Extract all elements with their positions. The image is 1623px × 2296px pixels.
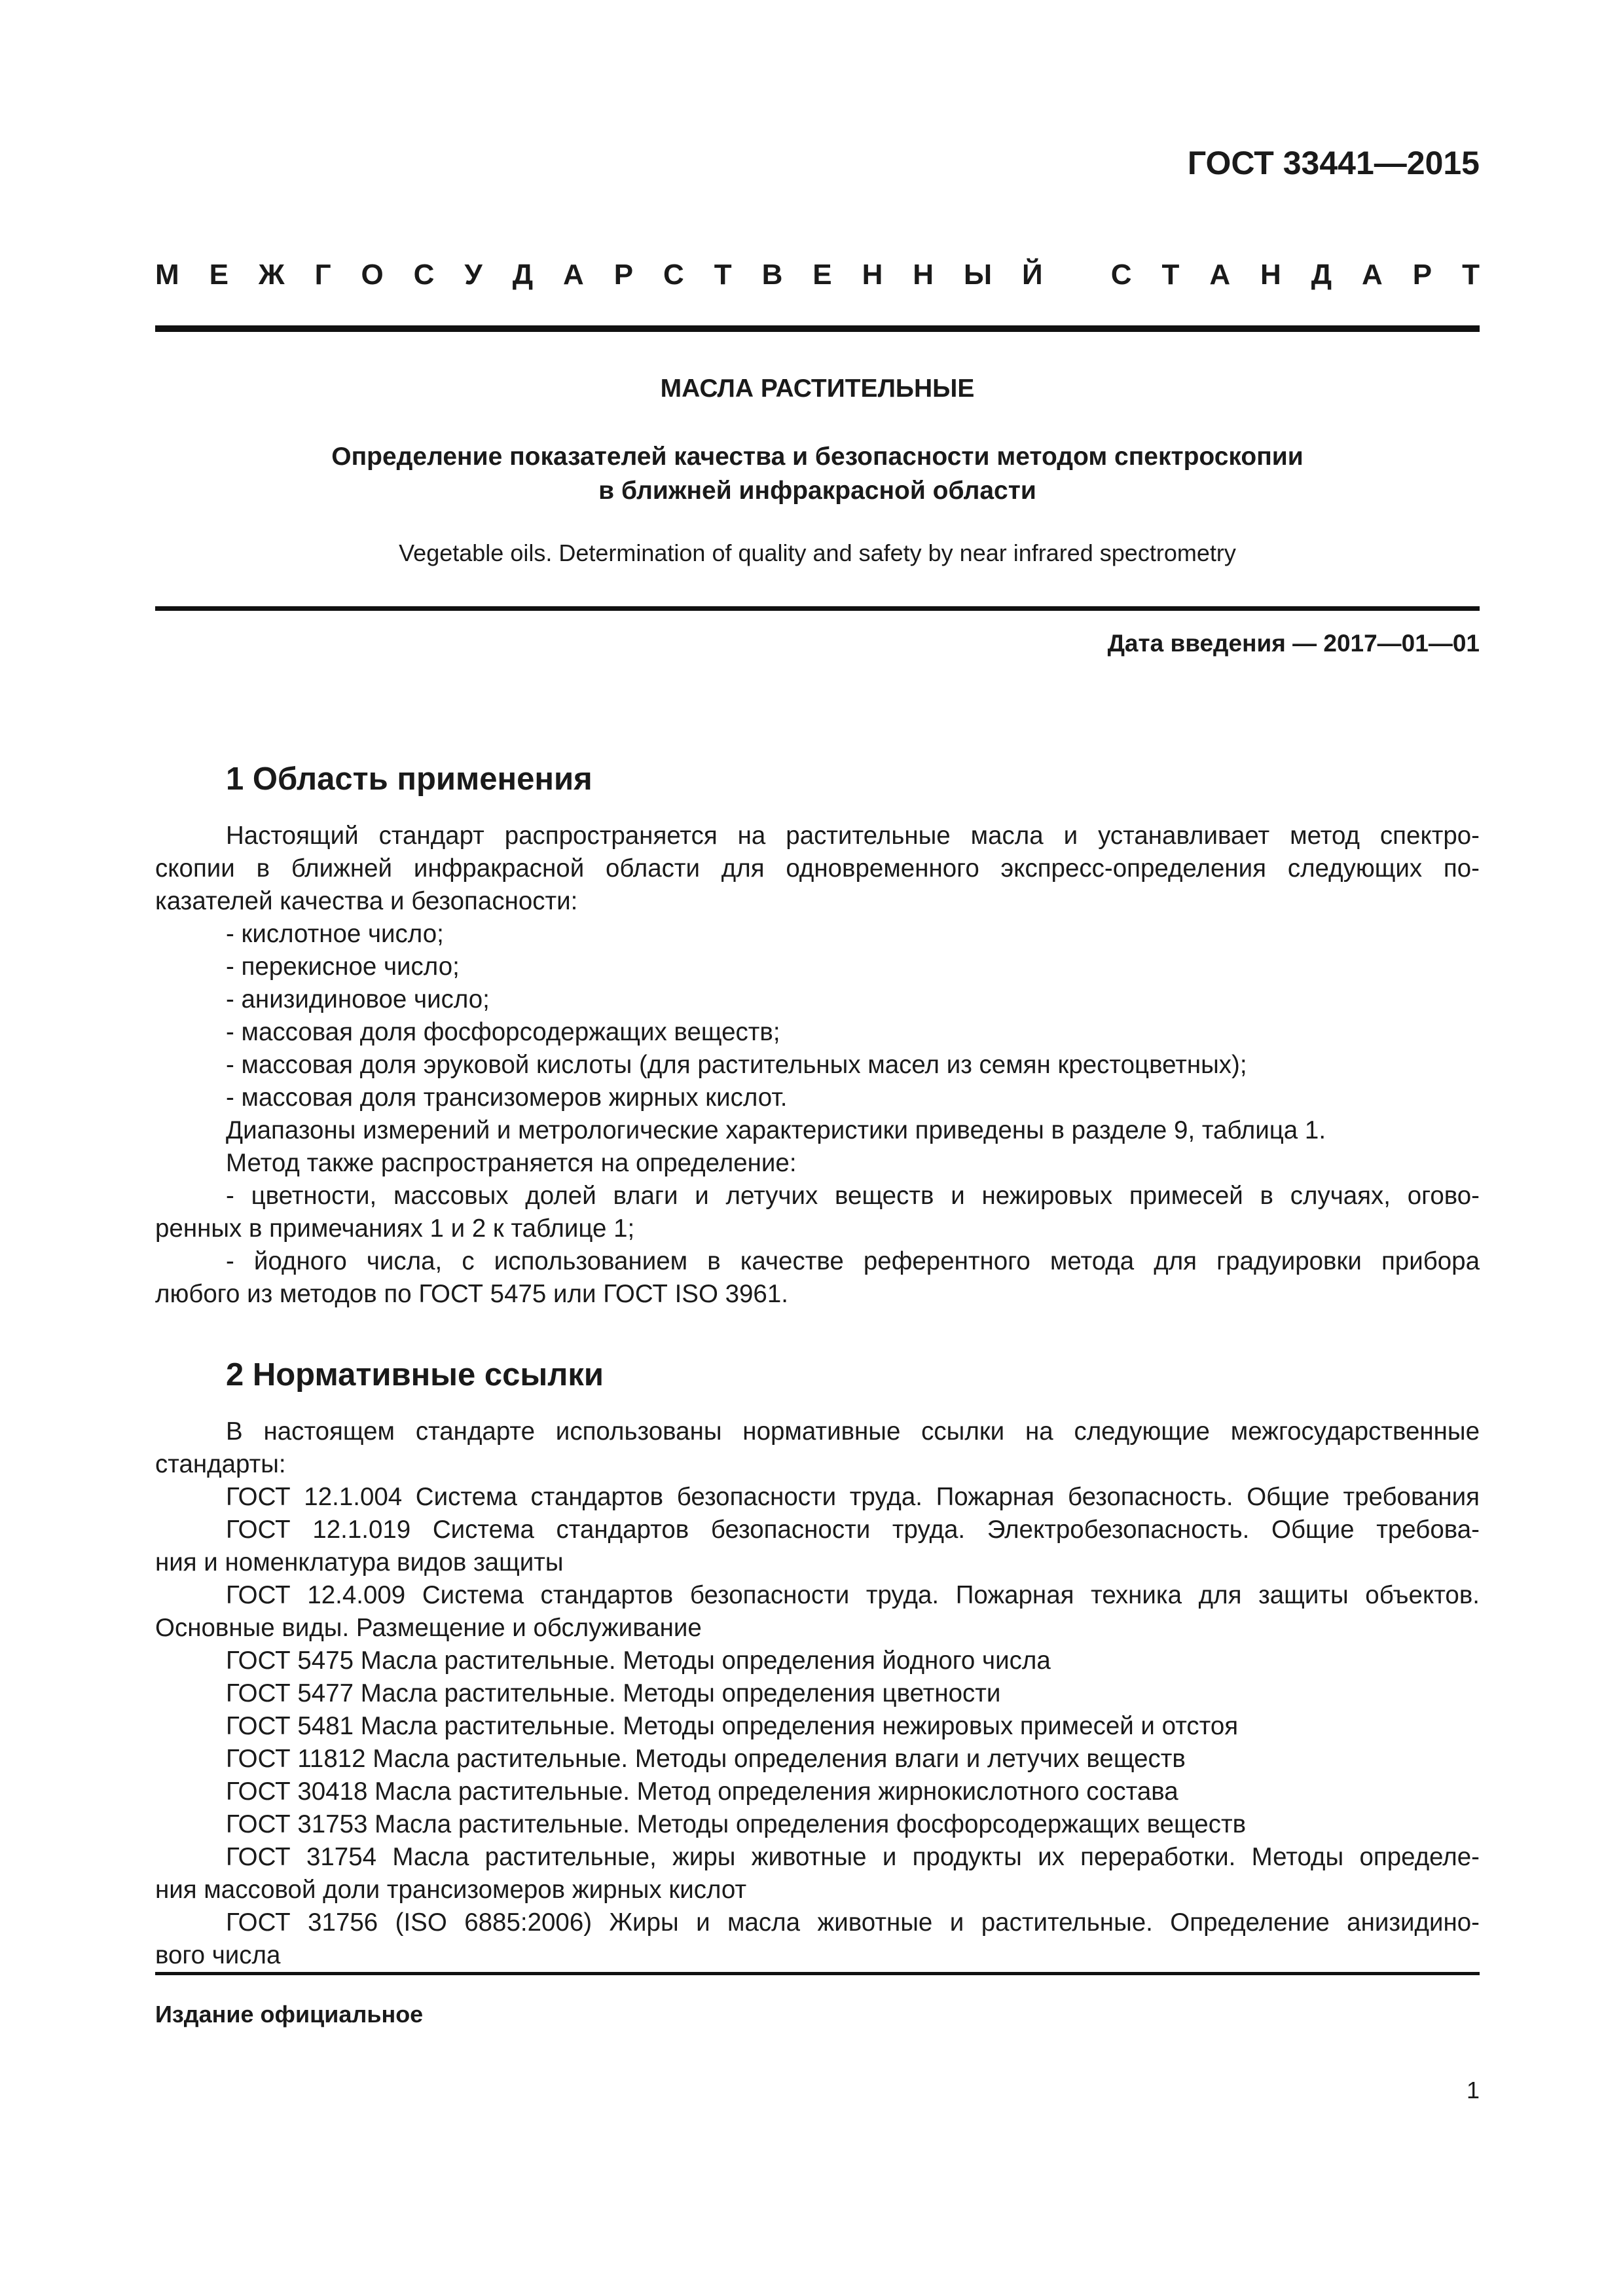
- banner-letter: Г: [314, 259, 331, 291]
- banner-letter: М: [155, 259, 179, 291]
- text-line: ния и номенклатура видов защиты: [155, 1548, 564, 1576]
- text-line: ГОСТ 12.4.009 Система стандартов безопасности труда. Пожарная техника для защиты объектов.: [226, 1581, 1480, 1609]
- text-line: ГОСТ 31756 (ISO 6885:2006) Жиры и масла животные и растительные. Определение анизидино-: [226, 1908, 1480, 1937]
- banner-letter: Р: [613, 259, 634, 291]
- section-1-body: [155, 820, 1480, 1311]
- banner-letter: [1073, 259, 1081, 298]
- interstate-standard-banner: [155, 259, 1480, 298]
- banner-letter: Н: [913, 259, 934, 291]
- text-line: ГОСТ 5481 Масла растительные. Методы определения нежировых примесей и отстоя: [226, 1712, 1239, 1740]
- header-rule: [155, 325, 1480, 332]
- text-line: вого числа: [155, 1941, 281, 1969]
- text-line: В настоящем стандарте использованы нормативные ссылки на следующие межгосударственные: [226, 1417, 1480, 1446]
- text-line: скопии в ближней инфракрасной области для одновременного экспресс-определения следующих по-: [155, 854, 1480, 883]
- text-line: - массовая доля фосфорсодержащих веществ;: [226, 1018, 780, 1046]
- text-line: Основные виды. Размещение и обслуживание: [155, 1614, 702, 1642]
- text-line: ГОСТ 31754 Масла растительные, жиры животные и продукты их переработки. Методы определе-: [226, 1843, 1480, 1871]
- text-line: - массовая доля эруковой кислоты (для растительных масел из семян крестоцветных);: [226, 1051, 1247, 1079]
- banner-letter: А: [563, 259, 584, 291]
- banner-letter: О: [361, 259, 384, 291]
- banner-letter: Р: [1412, 259, 1432, 291]
- section-1-heading: 1 Область применения: [226, 761, 593, 797]
- banner-letter: Й: [1022, 259, 1043, 291]
- banner-letter: Е: [812, 259, 832, 291]
- text-line: - цветности, массовых долей влаги и летучих веществ и нежировых примесей в случаях, огово-: [226, 1182, 1480, 1210]
- text-line: ГОСТ 30418 Масла растительные. Метод определения жирнокислотного состава: [226, 1777, 1178, 1806]
- page-number: 1: [1466, 2077, 1480, 2104]
- banner-letter: Е: [209, 259, 228, 291]
- banner-letter: Н: [1260, 259, 1281, 291]
- text-line: ГОСТ 12.1.004 Система стандартов безопасности труда. Пожарная безопасность. Общие требования: [226, 1483, 1480, 1511]
- text-line: - перекисное число;: [226, 953, 460, 981]
- text-line: любого из методов по ГОСТ 5475 или ГОСТ ISO 3961.: [155, 1280, 788, 1308]
- title-subtitle-line: в ближней инфракрасной области: [598, 477, 1036, 505]
- banner-letter: Д: [512, 259, 534, 291]
- document-page: [155, 0, 1480, 2296]
- section-2-heading: 2 Нормативные ссылки: [226, 1357, 604, 1393]
- title-rule: [155, 606, 1480, 611]
- banner-letter: С: [1110, 259, 1132, 291]
- banner-letter: В: [761, 259, 783, 291]
- banner-letter: С: [663, 259, 684, 291]
- text-line: стандарты:: [155, 1450, 286, 1478]
- banner-letter: Т: [714, 259, 732, 291]
- text-line: - йодного числа, с использованием в качестве референтного метода для градуировки прибора: [226, 1247, 1480, 1275]
- banner-letter: Ж: [258, 259, 285, 291]
- doc-number: ГОСТ 33441—2015: [1187, 145, 1480, 181]
- banner-letter: Ы: [964, 259, 993, 291]
- text-line: Диапазоны измерений и метрологические характеристики приведены в разделе 9, таблица 1.: [226, 1116, 1326, 1144]
- text-line: ГОСТ 5477 Масла растительные. Методы определения цветности: [226, 1679, 1001, 1707]
- title-english: Vegetable oils. Determination of quality and safety by near infrared spectrometry: [399, 539, 1236, 566]
- text-line: ренных в примечаниях 1 и 2 к таблице 1;: [155, 1214, 635, 1243]
- text-line: Настоящий стандарт распространяется на растительные масла и устанавливает метод спектро-: [226, 822, 1480, 850]
- introduction-date: Дата введения — 2017—01—01: [1107, 630, 1480, 657]
- footer-rule: [155, 1972, 1480, 1975]
- banner-letter: У: [464, 259, 483, 291]
- title-subtitle-line: Определение показателей качества и безопасности методом спектроскопии: [331, 443, 1304, 471]
- text-line: Метод также распространяется на определение:: [226, 1149, 797, 1177]
- banner-letter: С: [413, 259, 435, 291]
- title-subtitle: [155, 440, 1480, 508]
- text-line: ГОСТ 12.1.019 Система стандартов безопасности труда. Электробезопасность. Общие требова-: [226, 1516, 1480, 1544]
- section-2-body: [155, 1415, 1480, 1972]
- text-line: - анизидиновое число;: [226, 985, 490, 1013]
- banner-letter: Н: [862, 259, 883, 291]
- text-line: ния массовой доли трансизомеров жирных кислот: [155, 1876, 747, 1904]
- banner-letter: А: [1362, 259, 1383, 291]
- text-line: - кислотное число;: [226, 920, 444, 948]
- banner-letter: Т: [1161, 259, 1180, 291]
- banner-letter: Т: [1462, 259, 1480, 291]
- text-line: ГОСТ 31753 Масла растительные. Методы определения фосфорсодержащих веществ: [226, 1810, 1247, 1838]
- text-line: ГОСТ 11812 Масла растительные. Методы определения влаги и летучих веществ: [226, 1745, 1186, 1773]
- official-edition-label: Издание официальное: [155, 2001, 424, 2028]
- banner-letter: Д: [1311, 259, 1332, 291]
- title-main: МАСЛА РАСТИТЕЛЬНЫЕ: [660, 374, 975, 403]
- text-line: - массовая доля трансизомеров жирных кислот.: [226, 1084, 788, 1112]
- banner-letter: А: [1209, 259, 1231, 291]
- text-line: ГОСТ 5475 Масла растительные. Методы определения йодного числа: [226, 1647, 1051, 1675]
- text-line: казателей качества и безопасности:: [155, 887, 578, 915]
